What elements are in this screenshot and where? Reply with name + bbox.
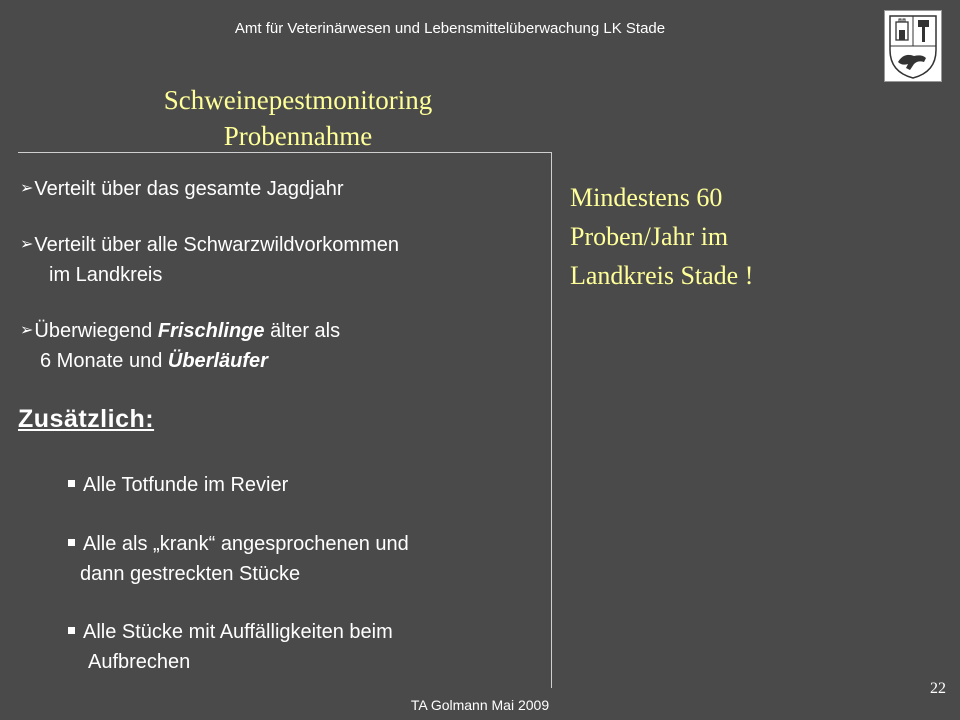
title-line-2: Probennahme bbox=[223, 121, 373, 151]
square-bullet-icon bbox=[68, 539, 75, 546]
square-bullet-icon bbox=[68, 480, 75, 487]
arrow-bullet-icon: ➢ bbox=[20, 236, 34, 253]
bullet-item-2 bbox=[20, 230, 399, 290]
zusaetzlich-heading: Zusätzlich: bbox=[18, 405, 155, 433]
side-note-line-2: Proben/Jahr im bbox=[570, 222, 729, 251]
header-text: Amt für Veterinärwesen und Lebensmittelüberwachung LK Stade bbox=[234, 20, 666, 37]
bullet-3-emphasis-frischlinge: Frischlinge bbox=[157, 320, 265, 342]
sub-bullet-3 bbox=[68, 617, 393, 677]
bullet-item-3 bbox=[20, 316, 340, 376]
side-note bbox=[570, 178, 930, 295]
coat-of-arms-icon bbox=[884, 10, 942, 82]
side-note-line-3: Landkreis Stade ! bbox=[570, 261, 754, 290]
side-note-line-1: Mindestens 60 bbox=[570, 183, 723, 212]
page-number: 22 bbox=[930, 680, 946, 697]
sub-bullet-3-continuation: Aufbrechen bbox=[88, 651, 191, 673]
sub-bullet-2 bbox=[68, 529, 409, 589]
footer-text: TA Golmann Mai 2009 bbox=[410, 697, 550, 713]
slide-title bbox=[100, 82, 496, 154]
sub-bullet-1 bbox=[68, 470, 288, 500]
bullet-3-prefix: Überwiegend bbox=[34, 320, 158, 342]
arrow-bullet-icon: ➢ bbox=[20, 322, 34, 339]
bullet-2-continuation: im Landkreis bbox=[49, 264, 163, 286]
bullet-2-text: Verteilt über alle Schwarzwildvorkommen bbox=[34, 234, 399, 256]
sub-bullet-3-text: Alle Stücke mit Auffälligkeiten beim bbox=[83, 621, 393, 643]
sub-bullet-2-text: Alle als „krank“ angesprochenen und bbox=[83, 533, 409, 555]
sub-bullet-1-text: Alle Totfunde im Revier bbox=[83, 474, 289, 496]
bullet-item-1 bbox=[20, 174, 343, 204]
bullet-3-emphasis-ueberlaeufer: Überläufer bbox=[167, 350, 268, 372]
bullet-3-mid: älter als bbox=[264, 320, 341, 342]
arrow-bullet-icon: ➢ bbox=[20, 180, 34, 197]
title-line-1: Schweinepestmonitoring bbox=[163, 85, 433, 115]
bullet-1-text: Verteilt über das gesamte Jagdjahr bbox=[34, 178, 344, 200]
square-bullet-icon bbox=[68, 627, 75, 634]
bullet-3-line2-prefix: 6 Monate und bbox=[40, 350, 168, 372]
sub-bullet-2-continuation: dann gestreckten Stücke bbox=[80, 563, 301, 585]
